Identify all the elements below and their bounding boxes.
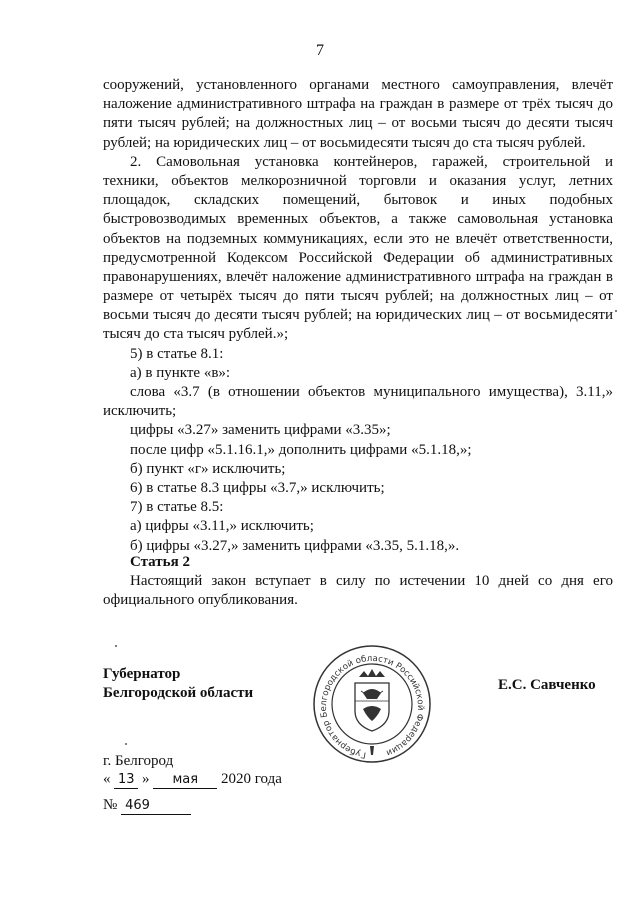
text-line: размере от четырёх тысяч до пяти тысяч рублей; на должностных лиц – от [103, 288, 613, 305]
text-line: рублей; на юридических лиц – от восьмидесяти тысяч до ста тысяч рублей. [103, 134, 586, 151]
text-line: цифры «3.27» заменить цифрами «3.35»; [130, 422, 391, 439]
text-line: техники, объектов мелкорозничной торговли и оказания услуг, летних [103, 172, 613, 189]
signatory-title [103, 665, 253, 703]
scan-speck [615, 310, 617, 312]
text-line: 2. Самовольная установка контейнеров, гаражей, строительной и [130, 153, 613, 170]
official-seal [307, 643, 437, 765]
date-month-blank [153, 771, 217, 789]
article-line: официального опубликования. [103, 592, 298, 609]
text-line: наложение административного штрафа на граждан в размере от трёх тысяч до [103, 96, 613, 113]
text-line: быстровозводимых временных объектов, а также самовольная установка [103, 211, 613, 228]
text-line: б) цифры «3.27,» заменить цифрами «3.35, 5.1.18,». [130, 537, 460, 554]
document-number-line [103, 797, 191, 815]
body-text [103, 76, 613, 556]
text-line: исключить; [103, 403, 177, 420]
text-line: правонарушениях, влечёт наложение административного штрафа на граждан в [103, 268, 613, 285]
text-line: 7) в статье 8.5: [130, 499, 224, 516]
close-quote: » [142, 771, 150, 787]
date-month: мая [172, 772, 199, 787]
text-line: сооружений, установленного органами местного самоуправления, влечёт [103, 77, 613, 93]
text-line: предусмотренной Кодексом Российской Федерации об административных [103, 249, 613, 266]
text-line: а) цифры «3.11,» исключить; [130, 518, 314, 535]
text-line: восьми тысяч до десяти тысяч рублей; на юридических лиц – от восьмидесяти [103, 307, 613, 324]
document-number: 469 [125, 798, 150, 813]
place: г. Белгород [103, 753, 174, 769]
date-line [103, 771, 282, 789]
text-line: б) пункт «г» исключить; [130, 460, 286, 477]
date-day: 13 [117, 772, 135, 787]
coat-of-arms-icon [355, 669, 389, 731]
text-line: объектов на подземных коммуникациях, если это не влечёт ответственности, [103, 230, 613, 247]
article-text [103, 572, 613, 610]
text-line: пяти тысяч рублей; на должностных лиц – от восьми тысяч до десяти тысяч [103, 115, 613, 132]
text-line: слова «3.7 (в отношении объектов муниципального имущества), 3.11,» [130, 384, 613, 400]
date-day-blank [114, 771, 138, 789]
article-line: Настоящий закон вступает в силу по истечении 10 дней со дня его [130, 573, 613, 589]
article-heading: Статья 2 [130, 554, 190, 570]
signatory-title-line: Белгородской области [103, 685, 254, 701]
number-sign: № [103, 797, 118, 813]
text-line: 5) в статье 8.1: [130, 345, 224, 362]
signatory-name: Е.С. Савченко [498, 677, 596, 693]
signatory-title-line: Губернатор [103, 666, 181, 682]
text-line: после цифр «5.1.16.1,» дополнить цифрами «5.1.18,»; [130, 441, 472, 458]
scan-speck [115, 645, 117, 647]
date-year: 2020 года [221, 771, 282, 787]
scan-speck [125, 743, 127, 745]
text-line: площадок, складских помещений, бытовок и иных подобных [103, 192, 613, 209]
text-line: 6) в статье 8.3 цифры «3.7,» исключить; [130, 479, 385, 496]
text-line: а) в пункте «в»: [130, 364, 231, 381]
document-number-blank [121, 797, 191, 815]
page-number: 7 [316, 42, 324, 59]
open-quote: « [103, 771, 111, 787]
text-line: тысяч до ста тысяч рублей.»; [103, 326, 289, 343]
seal-text: Губернатор Белгородской области Российской Федерации [318, 653, 426, 760]
